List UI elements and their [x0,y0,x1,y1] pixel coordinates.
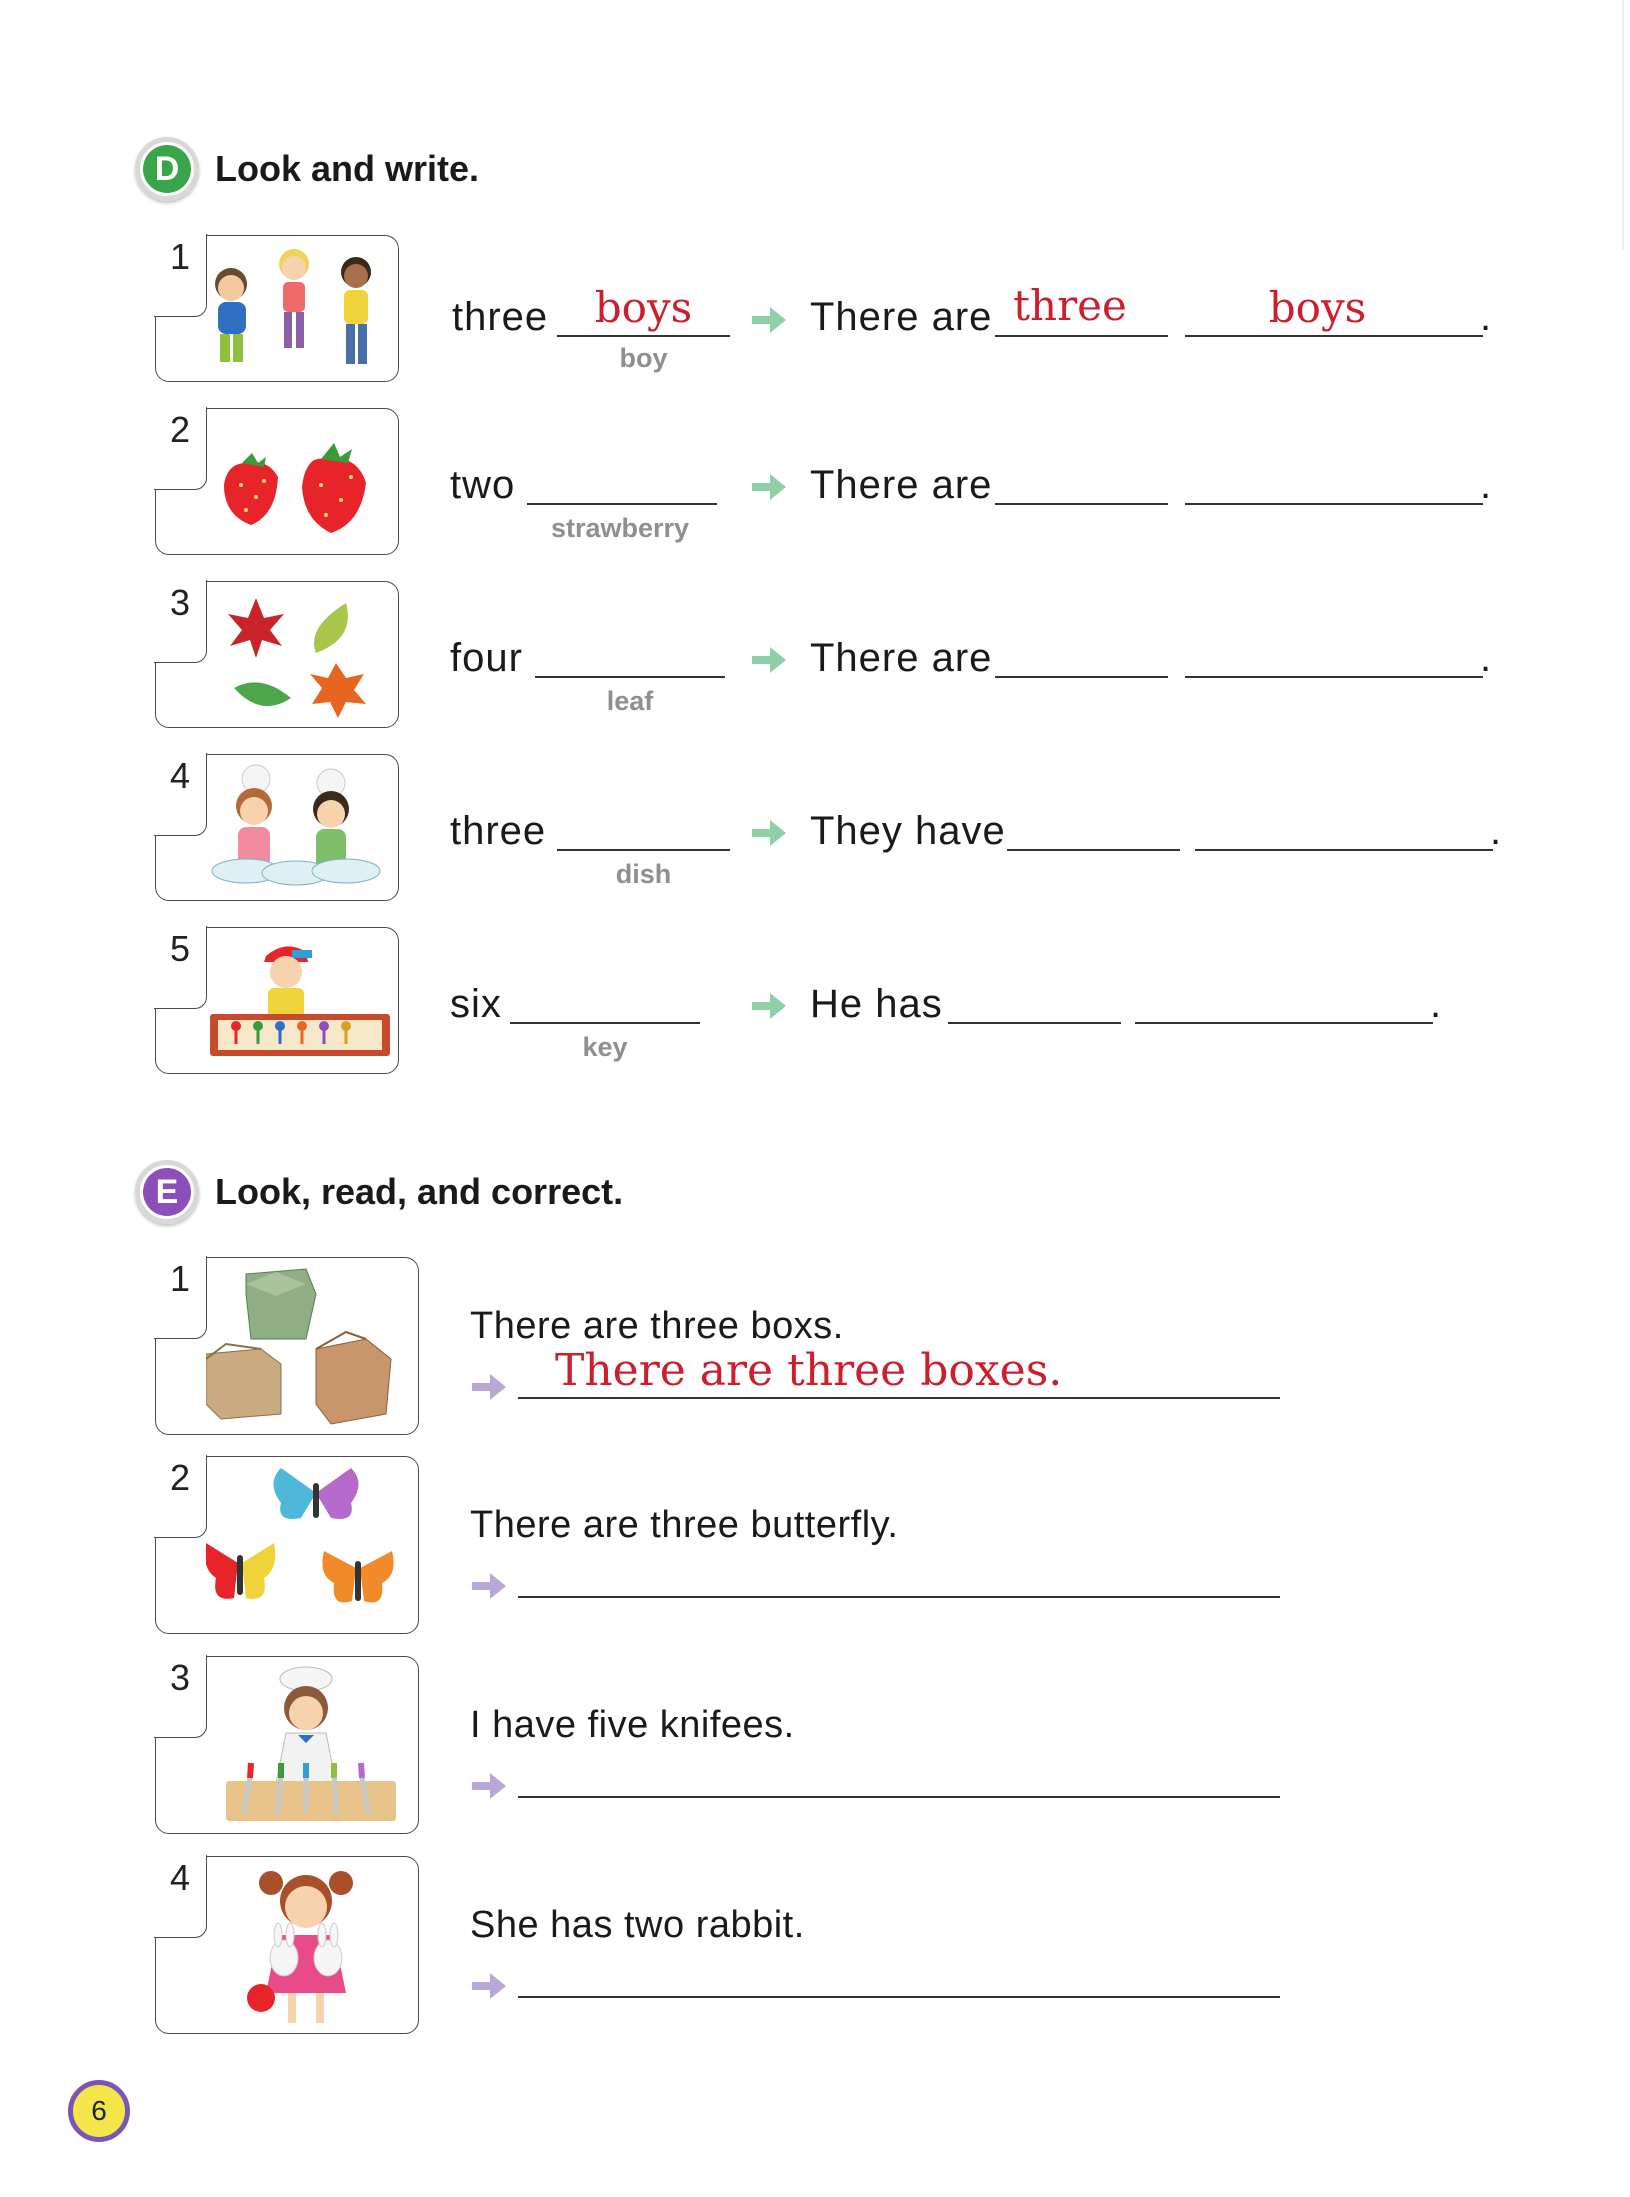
d5-period: . [1430,982,1443,1026]
e3-chef-knives-illustration [206,1663,414,1831]
section-e-header [135,1160,623,1224]
green-arrow-icon [750,991,788,1021]
d3-number: 3 [170,582,191,623]
e1-boxes-illustration [206,1264,414,1432]
e4-answer-line[interactable] [518,1936,1280,1998]
section-d-header [135,137,479,201]
e1-picture-card [155,1257,419,1435]
d4-lead: They have [810,809,1006,853]
d-row-1 [0,235,1630,373]
e4-picture-card [155,1856,419,2034]
e1-sentence: There are three boxs. [470,1305,844,1347]
d2-strawberries-illustration [206,415,394,550]
e1-answer: There are three boxes. [555,1345,1063,1396]
d-row-2 [0,408,1630,543]
d1-lead: There are [810,295,993,339]
d5-keys-tray-illustration [206,934,394,1069]
d5-quantity: six [450,982,502,1026]
d2-number: 2 [170,409,191,450]
d3-period: . [1480,636,1493,680]
purple-arrow-icon [470,1571,508,1601]
green-arrow-icon [750,818,788,848]
d1-answer-3: boys [1268,283,1367,332]
d4-blank-1[interactable] [557,799,730,851]
d-row-5 [0,927,1630,1062]
section-d-title: Look and write. [215,148,480,189]
d1-quantity: three [452,295,549,339]
e2-answer-line[interactable] [518,1536,1280,1598]
d4-period: . [1490,809,1503,853]
d1-boys-illustration [206,242,394,377]
d5-blank-3[interactable] [1135,972,1433,1024]
e1-number: 1 [170,1258,191,1299]
e2-number: 2 [170,1457,191,1498]
section-d-letter: D [143,145,191,193]
d4-blank-2[interactable] [1007,799,1180,851]
d5-hint: key [582,1032,628,1062]
section-e-letter: E [143,1168,191,1216]
e3-sentence: I have five knifees. [470,1704,795,1746]
d-row-4 [0,754,1630,889]
e4-sentence: She has two rabbit. [470,1904,805,1946]
d4-number: 4 [170,755,191,796]
d4-chefs-dishes-illustration [206,761,394,896]
e4-number: 4 [170,1857,191,1898]
d1-period: . [1480,295,1493,339]
d5-blank-2[interactable] [948,972,1121,1024]
d2-blank-3[interactable] [1185,453,1483,505]
d4-blank-3[interactable] [1195,799,1493,851]
d2-quantity: two [450,463,516,507]
d5-blank-1[interactable] [510,972,700,1024]
d3-lead: There are [810,636,993,680]
d3-picture-card [155,581,399,728]
d2-blank-2[interactable] [995,453,1168,505]
d-row-3 [0,581,1630,716]
page-number: 6 [68,2080,130,2142]
section-d-badge [135,137,199,201]
d1-answer-2: three [1013,281,1127,330]
e-row-2 [0,1456,1630,1636]
d1-picture-card [155,235,399,382]
d3-blank-1[interactable] [535,626,725,678]
d4-hint: dish [615,859,672,889]
e2-picture-card [155,1456,419,1634]
page-edge-mark [1622,0,1624,250]
e2-sentence: There are three butterfly. [470,1504,899,1546]
e-row-4 [0,1856,1630,2036]
green-arrow-icon [750,305,788,335]
d3-hint: leaf [606,686,654,716]
d5-lead: He has [810,982,943,1026]
section-e-title: Look, read, and correct. [215,1171,624,1212]
d4-quantity: three [450,809,547,853]
e4-girl-rabbits-illustration [206,1863,414,2031]
d1-number: 1 [170,236,191,277]
d3-quantity: four [450,636,523,680]
d2-lead: There are [810,463,993,507]
e3-answer-line[interactable] [518,1736,1280,1798]
e-row-3 [0,1656,1630,1836]
d3-leaves-illustration [206,588,394,723]
e3-picture-card [155,1656,419,1834]
d2-period: . [1480,463,1493,507]
d1-answer-1: boys [594,283,693,332]
section-e-badge [135,1160,199,1224]
d2-blank-1[interactable] [527,453,717,505]
purple-arrow-icon [470,1372,508,1402]
purple-arrow-icon [470,1771,508,1801]
green-arrow-icon [750,645,788,675]
purple-arrow-icon [470,1971,508,2001]
green-arrow-icon [750,472,788,502]
e3-number: 3 [170,1657,191,1698]
d1-hint: boy [619,343,668,373]
d2-picture-card [155,408,399,555]
e2-butterflies-illustration [206,1463,414,1631]
d3-blank-3[interactable] [1185,626,1483,678]
d3-blank-2[interactable] [995,626,1168,678]
e-row-1 [0,1257,1630,1437]
d2-hint: strawberry [550,513,690,543]
d5-picture-card [155,927,399,1074]
d4-picture-card [155,754,399,901]
d5-number: 5 [170,928,191,969]
